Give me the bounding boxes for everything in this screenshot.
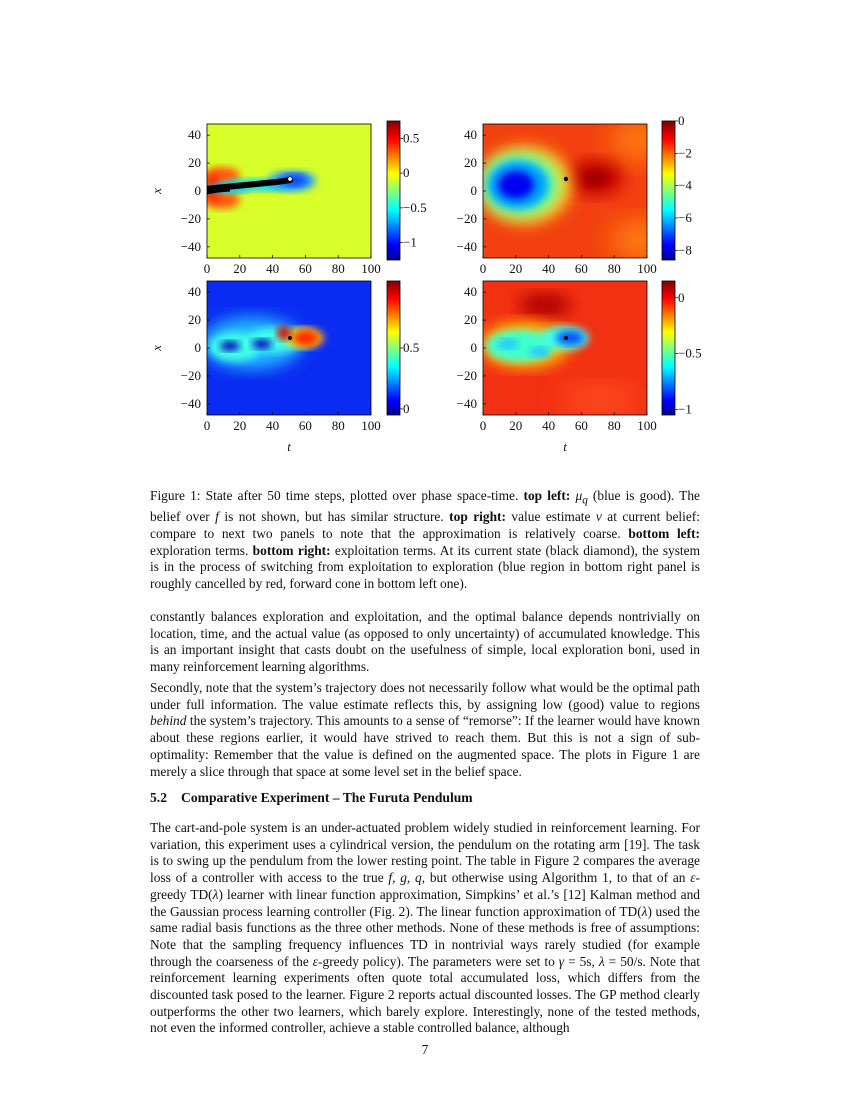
x-tick-label: 80 bbox=[607, 418, 621, 433]
x-tick-label: 100 bbox=[637, 261, 657, 276]
emphasis-behind: behind bbox=[150, 713, 187, 729]
x-tick-label: 60 bbox=[298, 418, 312, 433]
y-tick-label: 20 bbox=[188, 312, 201, 328]
y-tick-label: 0 bbox=[194, 340, 201, 355]
math-lambda: λ bbox=[641, 903, 648, 919]
x-tick-label: 40 bbox=[266, 418, 280, 433]
colorbar-tick-label: −1 bbox=[403, 234, 417, 250]
paragraph-trajectory bbox=[150, 680, 700, 780]
caption-text: is not shown, but has similar structure. bbox=[218, 509, 450, 525]
math-epsilon: ε bbox=[690, 870, 696, 886]
math-fgq: f, g, q bbox=[388, 870, 422, 886]
math-gamma: γ bbox=[558, 953, 565, 969]
paragraph-exploration-balance bbox=[150, 609, 700, 676]
y-tick-label: 0 bbox=[470, 183, 477, 198]
colorbar-bottom-right bbox=[662, 281, 675, 415]
x-axis-label: t bbox=[287, 439, 291, 454]
colorbar-tick-label: −0.5 bbox=[678, 345, 702, 361]
caption-text: (blue is good). The belief over bbox=[150, 488, 700, 525]
colorbar-tick-label: −8 bbox=[678, 242, 692, 258]
x-axis-label: t bbox=[563, 439, 567, 454]
x-tick-label: 40 bbox=[542, 418, 556, 433]
caption-text: at current belief: compare to next two panels to note that the approximation is relatively coarse. bbox=[150, 509, 700, 542]
colorbar-tick-label: −6 bbox=[678, 209, 692, 225]
paragraph-text: Secondly, note that the system’s trajectory does not necessarily follow what would be the optimal path under full information. The value estimate reflects this, by assigning low (good) value to regions bbox=[150, 680, 700, 712]
y-tick-label: −40 bbox=[456, 395, 477, 411]
y-tick-label: 20 bbox=[464, 155, 477, 171]
section-heading bbox=[150, 790, 473, 806]
y-tick-label: −40 bbox=[456, 238, 477, 254]
y-tick-label: −20 bbox=[180, 367, 201, 383]
y-tick-label: −40 bbox=[180, 395, 201, 411]
figure-caption bbox=[150, 488, 700, 593]
x-tick-label: 40 bbox=[266, 261, 280, 276]
paragraph-text: ) learner with linear function approximation, Simpkins’ et al.’s [12] Kalman method and the Gaussian process learning controller (Fig. 2). The linear function approximation of TD( bbox=[150, 886, 700, 919]
math-epsilon: ε bbox=[312, 953, 319, 969]
x-tick-label: 100 bbox=[361, 418, 381, 433]
paragraph-text: the system’s trajectory. This amounts to a sense of “remorse”: If the learner would have known about these regions earlier, it would have strived to reach them. But this is not a sign of sub-optimality: Remember that the value is defined on the augmented space. The plots in Figure 1 are merely a slice through that space at some level set in the belief space. bbox=[150, 713, 700, 779]
caption-bottom-left-label: bottom left: bbox=[628, 526, 700, 542]
caption-mu-subscript: q bbox=[582, 494, 588, 507]
caption-v: v bbox=[595, 509, 602, 525]
x-tick-label: 60 bbox=[574, 418, 588, 433]
paragraph-text: , but otherwise using Algorithm 1, to that of an bbox=[421, 870, 691, 886]
heatmap-top-right bbox=[479, 118, 670, 260]
figure-1 bbox=[0, 0, 850, 470]
x-tick-label: 20 bbox=[233, 418, 247, 433]
x-tick-label: 0 bbox=[479, 418, 487, 433]
caption-text: value estimate bbox=[505, 509, 596, 525]
y-tick-label: −20 bbox=[456, 367, 477, 383]
colorbar-bottom-left bbox=[387, 281, 400, 415]
caption-bottom-right-label: bottom right: bbox=[252, 542, 331, 558]
caption-f: f bbox=[215, 509, 219, 525]
x-tick-label: 0 bbox=[203, 418, 211, 433]
colorbar-tick-label: 0 bbox=[678, 113, 685, 128]
x-tick-label: 80 bbox=[331, 261, 345, 276]
colorbar-tick-label: 0 bbox=[678, 289, 685, 305]
colorbar-tick-label: 0.5 bbox=[403, 340, 420, 355]
section-title: Comparative Experiment – The Furuta Pendulum bbox=[181, 790, 473, 805]
x-tick-label: 0 bbox=[203, 261, 211, 276]
caption-text: exploration terms. bbox=[150, 542, 253, 558]
x-tick-label: 40 bbox=[542, 261, 556, 276]
heatmap-bottom-left bbox=[202, 281, 371, 415]
caption-mu: μ bbox=[575, 488, 583, 503]
section-number: 5.2 bbox=[150, 790, 167, 805]
colorbar-tick-label: 0 bbox=[403, 400, 410, 416]
y-tick-label: 20 bbox=[188, 155, 201, 171]
colorbar-tick-label: −1 bbox=[678, 401, 692, 417]
caption-intro: State after 50 time steps, plotted over phase space-time. bbox=[200, 488, 524, 503]
page-number: 7 bbox=[421, 1042, 429, 1057]
y-tick-label: 0 bbox=[194, 183, 201, 198]
paragraph-text: -greedy TD( bbox=[150, 870, 700, 902]
x-tick-label: 60 bbox=[298, 261, 312, 276]
math-lambda: λ bbox=[212, 886, 219, 902]
y-tick-label: −20 bbox=[180, 210, 201, 226]
y-tick-label: 20 bbox=[464, 312, 477, 328]
colorbar-tick-label: 0 bbox=[403, 165, 410, 181]
paragraph-text: = 50/s. Note that reinforcement learning experiments often quote total accumulated loss, which differs from the discounted task posed to the learner. Figure 2 reports actual discounted losses. The GP method clearly outperforms the other two learners, which barely explore. Interestingly, none of the tested methods, not even the informed controller, achieve a stable controlled balance, although bbox=[150, 953, 700, 1036]
y-tick-label: 40 bbox=[464, 127, 477, 143]
paragraph-text: ) used the same radial basis functions as the three other methods. None of these methods is free of assumptions: Note that the sampling frequency influences TD in nontrivial ways rarely studied (for example through the coarseness of the bbox=[150, 903, 700, 969]
caption-text: exploitation terms. At its current state (black diamond), the system is in the process of switching from exploitation to exploration (blue region in bottom right panel is roughly cancelled by red, forward cone in bottom left one). bbox=[150, 542, 701, 592]
x-tick-label: 100 bbox=[637, 418, 657, 433]
paragraph-text: = 5s, bbox=[564, 953, 599, 969]
y-axis-label: x bbox=[149, 345, 164, 351]
paragraph-furuta bbox=[150, 820, 700, 1037]
heatmap-top-left bbox=[203, 124, 371, 258]
paragraph-text: constantly balances exploration and exploitation, and the optimal balance depends nontrivially on location, time, and the actual value (as opposed to only uncertainty) of accumulated knowledge. This is an important insight that casts doubt on the usefulness of simple, local exploration boni, used in many reinforcement learning algorithms. bbox=[150, 609, 700, 675]
colorbar-top-right bbox=[662, 121, 675, 260]
colorbar-top-left bbox=[387, 121, 400, 260]
x-tick-label: 20 bbox=[509, 418, 523, 433]
x-tick-label: 80 bbox=[607, 261, 621, 276]
x-tick-label: 20 bbox=[509, 261, 523, 276]
x-tick-label: 60 bbox=[574, 261, 588, 276]
colorbar-tick-label: −2 bbox=[678, 145, 692, 161]
math-lambda: λ bbox=[598, 953, 605, 969]
y-tick-label: 40 bbox=[188, 284, 201, 300]
colorbar-tick-label: −0.5 bbox=[403, 199, 427, 215]
paragraph-text: The cart-and-pole system is an under-actuated problem widely studied in reinforcement learning. For variation, this experiment uses a cylindrical version, the pendulum on the rotating arm [19]. The task is to swing up the pendulum from the lower resting point. The table in Figure 2 compares the average loss of a controller with access to the true bbox=[150, 820, 700, 886]
caption-top-right-label: top right: bbox=[449, 509, 506, 525]
x-tick-label: 100 bbox=[361, 261, 381, 276]
paragraph-text: -greedy policy). The parameters were set to bbox=[318, 953, 559, 969]
caption-top-left-label: top left: bbox=[523, 488, 571, 503]
x-tick-label: 20 bbox=[233, 261, 247, 276]
colorbar-tick-label: 0.5 bbox=[403, 130, 420, 146]
caption-label: Figure 1: bbox=[150, 488, 201, 503]
y-tick-label: 40 bbox=[464, 284, 477, 300]
x-tick-label: 80 bbox=[331, 418, 345, 433]
y-tick-label: −40 bbox=[180, 238, 201, 254]
y-axis-label: x bbox=[149, 188, 164, 194]
colorbar-tick-label: −4 bbox=[678, 177, 692, 193]
heatmap-bottom-right bbox=[481, 281, 647, 415]
x-tick-label: 0 bbox=[479, 261, 487, 276]
y-tick-label: 40 bbox=[188, 127, 201, 143]
y-tick-label: −20 bbox=[456, 210, 477, 226]
y-tick-label: 0 bbox=[470, 340, 477, 355]
